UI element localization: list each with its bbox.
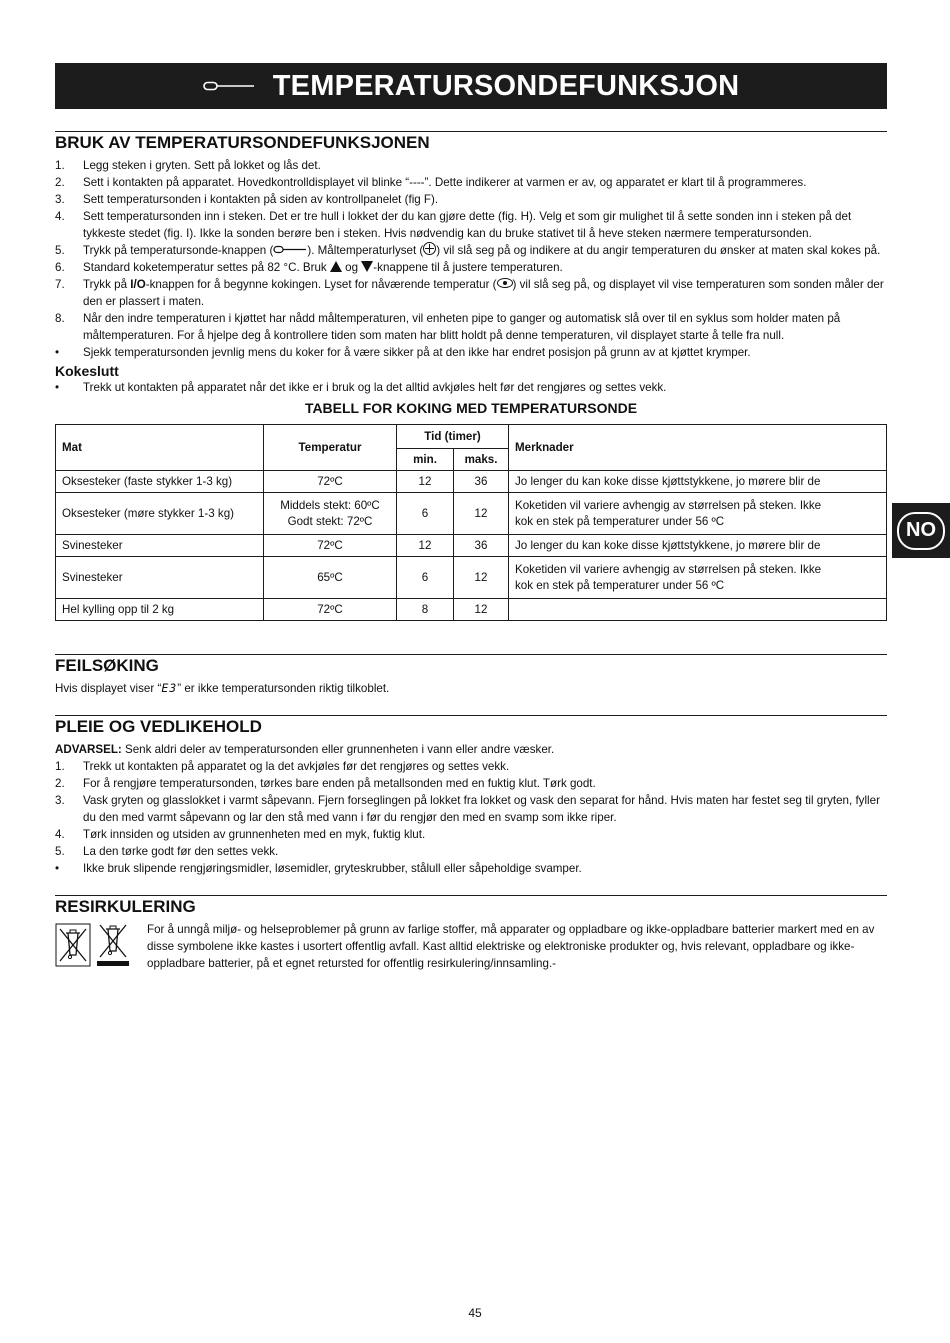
table-row: Oksesteker (møre stykker 1-3 kg) Middels stekt: 60ºC Godt stekt: 72ºC 6 12 Koketiden vil variere avhengig av størrelsen på steken. Ikke kok en stek på temperaturer under 56 ºC [56,493,887,535]
troubleshooting-heading: FEILSØKING [55,656,159,675]
list-item: 3. Vask gryten og glasslokket i varmt såpevann. Fjern forseglingen på lokket fra lokket og vask den separat for hånd. Hvis maten har festet seg til gryten, fyller du den med varmt såpevann og lar den stå med vann i før du rengjør den med en svamp som ikke riper. [55,794,880,824]
column-header-notes: Merknader [509,425,887,471]
care-warning: ADVARSEL: Senk aldri deler av temperatursonden eller grunnenheten i vann eller andre væsker. [55,743,555,756]
crossed-bin-battery-icon [95,923,131,972]
recycling-text: For å unngå miljø- og helseproblemer på grunn av farlige stoffer, må apparater og oppladbare og ikke-oppladbare batterier markert med en av disse symbolene ikke kastes i usortert offentlig avfall. Kast alltid elektriske og elektroniske produkter og, hvis relevant, oppladbare og ikke-oppladbare batterier, på et egnet retursted for offentlig resirkulering/innsamling.- [147,923,875,970]
column-header-time: Tid (timer) [397,425,509,449]
crossed-bin-icon [55,923,91,972]
error-code: E3 [161,681,178,695]
recycling-section [55,895,887,972]
list-item: 8. Når den indre temperaturen i kjøttet har nådd måltemperaturen, vil enheten pipe to ganger og automatisk slå over til en syklus som holder maten på måltemperaturen. For å hjelpe deg å kontrollere tiden som maten har blitt holdt på denne temperaturen, vil displayet starte å telle fra null. [55,312,841,342]
language-tab [892,503,950,558]
end-cooking-list [55,379,887,396]
troubleshooting-section [55,654,887,697]
target-temperature-icon [423,242,436,255]
care-list [55,758,887,877]
list-item: 5. Trykk på temperatursonde-knappen ( ). Måltemperaturlyset ( ) vil slå seg på og indikere at du angir temperaturen du ønsker at maten skal kokes på. [55,244,881,257]
list-item: 6. Standard koketemperatur settes på 82 °C. Bruk og -knappene til å justere temperaturen. [55,261,563,274]
list-item: • Ikke bruk slipende rengjøringsmidler, løsemidler, gryteskrubber, stålull eller såpeholdige svamper. [55,862,582,875]
column-header-food: Mat [56,425,264,471]
up-arrow-icon [330,261,342,272]
page-title: TEMPERATURSONDEFUNKSJON [272,69,740,102]
column-header-temperature: Temperatur [264,425,397,471]
recycling-heading: RESIRKULERING [55,897,196,916]
list-item: 2. Sett i kontakten på apparatet. Hovedkontrolldisplayet vil blinke “----”. Dette indikerer at varmen er av, og apparatet er klart til å programmeres. [55,176,807,189]
page-number: 45 [468,1306,482,1320]
temperature-probe-icon [203,80,255,92]
table-row: Svinesteker 72ºC 12 36 Jo lenger du kan koke disse kjøttstykkene, jo mørere blir de [56,535,887,557]
end-cooking-heading: Kokeslutt [55,363,119,379]
title-banner [55,63,887,109]
probe-button-icon [273,244,307,257]
usage-heading: BRUK AV TEMPERATURSONDEFUNKSJONEN [55,133,430,152]
table-row: Svinesteker 65ºC 6 12 Koketiden vil variere avhengig av størrelsen på steken. Ikke kok en stek på temperaturer under 56 ºC [56,557,887,599]
down-arrow-icon [361,261,373,272]
troubleshooting-text: Hvis displayet viser “E3” er ikke temperatursonden riktig tilkoblet. [55,681,390,695]
list-item: 4. Sett temperatursonden inn i steken. Det er tre hull i lokket der du kan gjøre dette (fig. H). Velg et som gir mulighet til å sette sonden inn i steken på det tykkeste stedet (fig. I). Ikke la sonden berøre ben i steken. Hvis nødvendig kan du bruke stativet til å heve steken nærmere temperatursonden. [55,210,852,240]
list-item: 1. Legg steken i gryten. Sett på lokket og lås det. [55,159,321,172]
care-heading: PLEIE OG VEDLIKEHOLD [55,717,262,736]
column-header-min: min. [397,449,454,471]
list-item: • Sjekk temperatursonden jevnlig mens du koker for å være sikker på at den ikke har endret posisjon på grunn av at kjøttet krymper. [55,346,751,359]
list-item: • Trekk ut kontakten på apparatet når det ikke er i bruk og la det alltid avkjøles helt før det rengjøres og settes vekk. [55,381,667,394]
language-badge: NO [897,512,945,550]
page-content [55,63,887,972]
table-row: Oksesteker (faste stykker 1-3 kg) 72ºC 12 36 Jo lenger du kan koke disse kjøttstykkene, jo mørere blir de [56,471,887,493]
list-item: 4. Tørk innsiden og utsiden av grunnenheten med en myk, fuktig klut. [55,828,426,841]
list-item: 1. Trekk ut kontakten på apparatet og la det avkjøles før det rengjøres og settes vekk. [55,760,510,773]
list-item: 3. Sett temperatursonden i kontakten på siden av kontrollpanelet (fig F). [55,193,439,206]
table-row: Hel kylling opp til 2 kg 72ºC 8 12 [56,599,887,621]
care-section [55,715,887,877]
list-item: 5. La den tørke godt før den settes vekk. [55,845,279,858]
list-item: 7. Trykk på I/O-knappen for å begynne kokingen. Lyset for nåværende temperatur ( ) vil slå seg på, og displayet vil vise temperaturen som sonden måler der den er plassert i maten. [55,278,884,308]
current-temperature-icon [497,278,513,288]
usage-section [55,131,887,621]
table-title: TABELL FOR KOKING MED TEMPERATURSONDE [304,400,638,416]
cooking-table [55,424,887,621]
usage-list [55,157,887,361]
list-item: 2. For å rengjøre temperatursonden, tørkes bare enden på metallsonden med en fuktig klut. Tørk godt. [55,777,596,790]
column-header-max: maks. [454,449,509,471]
